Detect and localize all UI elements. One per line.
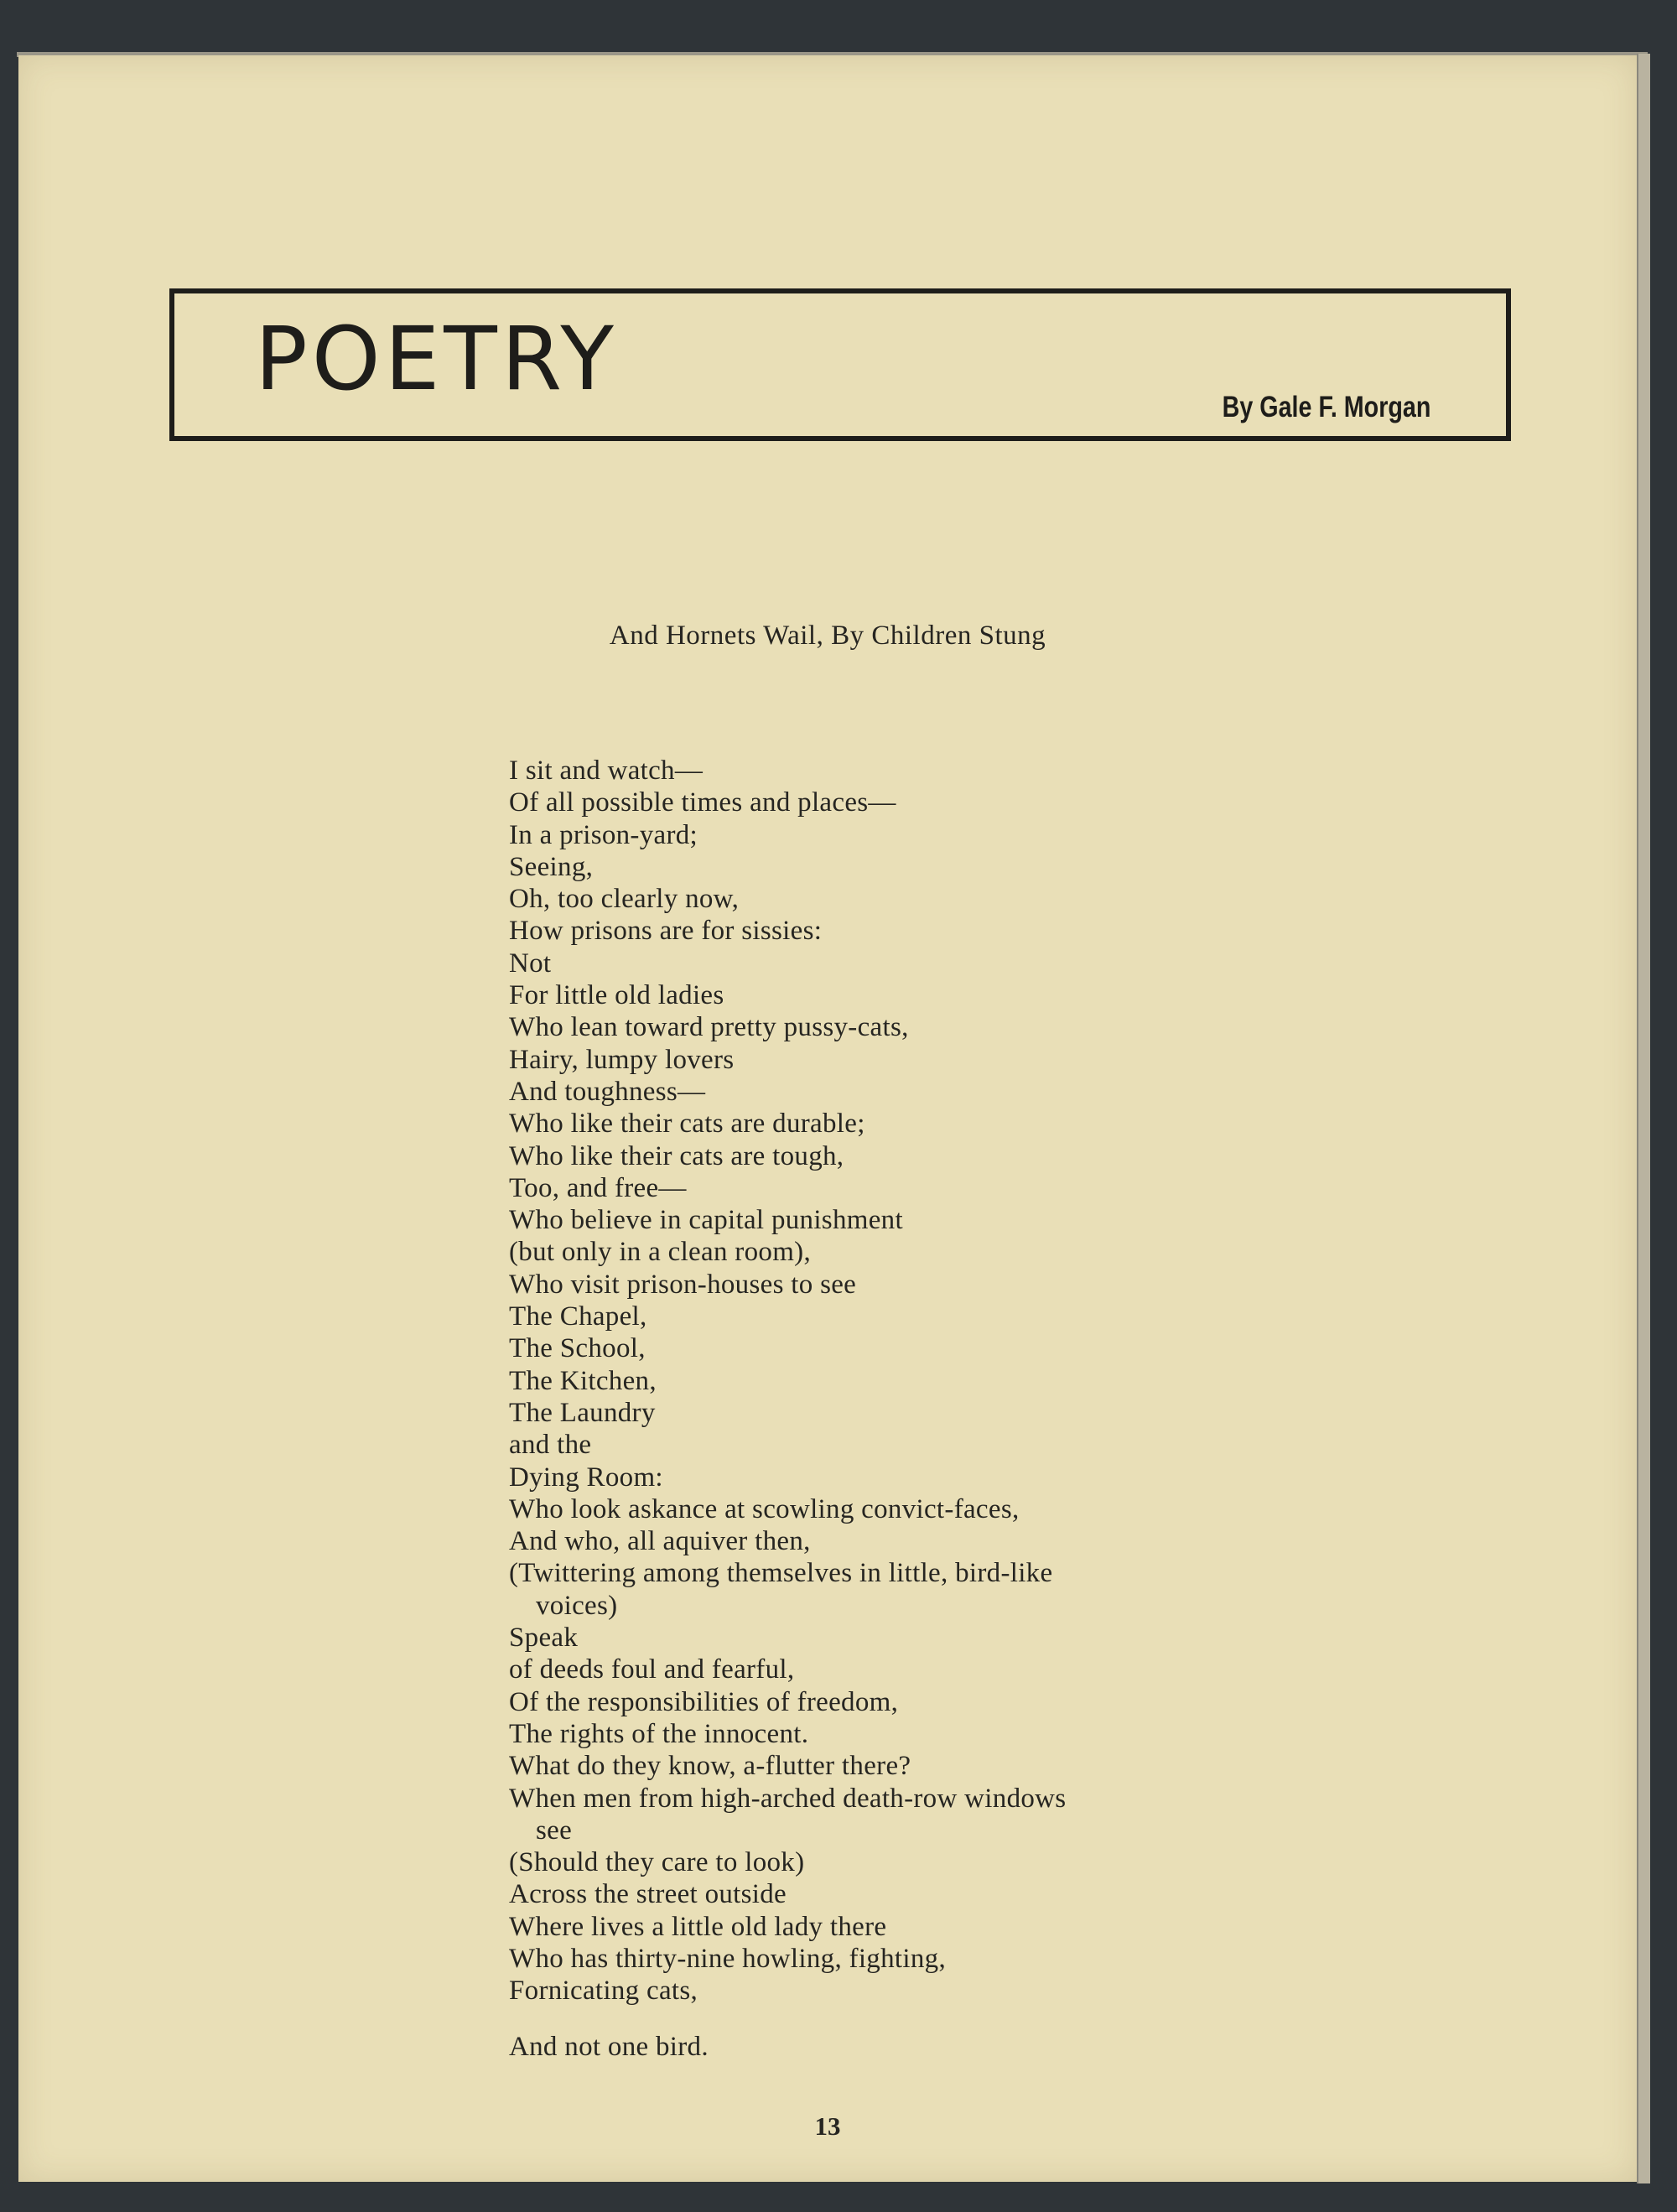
- poem-line: Who like their cats are durable;: [509, 1109, 865, 1140]
- magazine-page: [18, 55, 1637, 2182]
- poem-line: Oh, too clearly now,: [509, 884, 740, 915]
- poem-line: Not: [509, 948, 552, 979]
- poem-line: The Kitchen,: [509, 1365, 657, 1396]
- page-number: 13: [814, 2111, 841, 2141]
- poem-line: In a prison-yard;: [509, 819, 698, 850]
- poem-line: The rights of the innocent.: [509, 1718, 809, 1749]
- poem-line: Who look askance at scowling convict-faces,: [509, 1493, 1020, 1524]
- poem-line: The School,: [509, 1333, 646, 1364]
- poem-line: Dying Room:: [509, 1462, 663, 1493]
- poem-line: (Twittering among themselves in little, bird-like: [509, 1558, 1053, 1589]
- poem-line: Who has thirty-nine howling, fighting,: [509, 1943, 946, 1974]
- poem-line: Where lives a little old lady there: [509, 1911, 887, 1942]
- poem-line: Fornicating cats,: [509, 1976, 698, 2007]
- poem-line: Who like their cats are tough,: [509, 1140, 844, 1171]
- poem-line: and the: [509, 1430, 592, 1461]
- poem-line: I sit and watch—: [509, 756, 704, 786]
- poem-line: Of all possible times and places—: [509, 787, 896, 818]
- poem-line: When men from high-arched death-row windows: [509, 1783, 1067, 1814]
- author-byline: By Gale F. Morgan: [1222, 391, 1430, 423]
- poem-line: Of the responsibilities of freedom,: [509, 1686, 899, 1717]
- poem-line: Speak: [509, 1623, 579, 1654]
- poem-title: And Hornets Wail, By Children Stung: [609, 621, 1046, 651]
- poem-line: Hairy, lumpy lovers: [509, 1044, 735, 1075]
- poem-line: The Laundry: [509, 1397, 656, 1428]
- poem-line: What do they know, a-flutter there?: [509, 1751, 911, 1782]
- poem-line-continuation: see: [536, 1815, 573, 1846]
- poem-line: Across the street outside: [509, 1879, 787, 1910]
- poem-line: Who believe in capital punishment: [509, 1205, 903, 1236]
- poetry-header-box: [169, 288, 1511, 441]
- poem-line: (but only in a clean room),: [509, 1237, 811, 1268]
- poem-line: And who, all aquiver then,: [509, 1526, 811, 1557]
- poem-line: Who visit prison-houses to see: [509, 1269, 857, 1300]
- poem-line: (Should they care to look): [509, 1847, 805, 1878]
- poem-final-line: And not one bird.: [509, 2031, 709, 2062]
- poem-line: Too, and free—: [509, 1172, 687, 1203]
- poem-line: Seeing,: [509, 851, 594, 882]
- poem-line: How prisons are for sissies:: [509, 916, 823, 947]
- poem-line: And toughness—: [509, 1076, 706, 1107]
- poem-line-continuation: voices): [536, 1590, 618, 1621]
- section-title: POETRY: [255, 308, 618, 410]
- poem-line: of deeds foul and fearful,: [509, 1654, 795, 1685]
- poem-line: The Chapel,: [509, 1301, 647, 1332]
- poem-line: Who lean toward pretty pussy-cats,: [509, 1012, 909, 1043]
- poem-body: [509, 755, 1264, 2063]
- page-right-edge: [1637, 54, 1650, 2183]
- poem-line: For little old ladies: [509, 980, 724, 1011]
